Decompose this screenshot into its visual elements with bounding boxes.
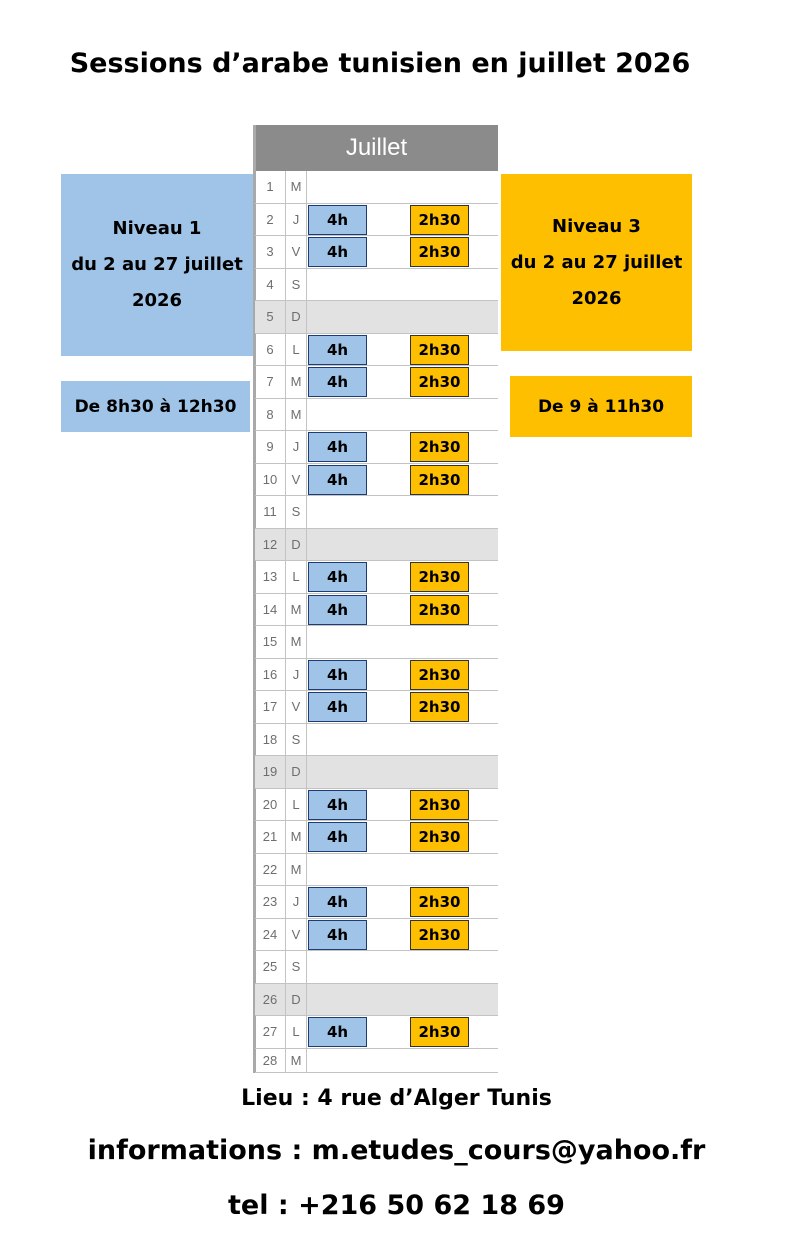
day-letter: M	[285, 821, 307, 853]
level1-session-2: 4h	[308, 205, 367, 235]
day-letter: D	[285, 301, 307, 333]
day-number: 18	[262, 731, 278, 747]
day-letter: J	[285, 659, 307, 691]
day-number: 16	[262, 666, 278, 682]
level1-session-3: 4h	[308, 237, 367, 267]
day-letter: S	[285, 496, 307, 528]
day-letter: S	[285, 269, 307, 301]
level1-session-27: 4h	[308, 1017, 367, 1047]
day-number: 22	[262, 861, 278, 877]
level3-session-9: 2h30	[410, 432, 469, 462]
day-letter: V	[285, 691, 307, 723]
day-letter: D	[285, 756, 307, 788]
day-letter: M	[285, 399, 307, 431]
level3-dates: du 2 au 27 juillet	[510, 251, 683, 273]
level1-session-20: 4h	[308, 790, 367, 820]
level1-session-16: 4h	[308, 660, 367, 690]
day-letter: J	[285, 886, 307, 918]
day-letter: M	[285, 854, 307, 886]
day-number: 3	[266, 244, 274, 259]
level3-name: Niveau 3	[552, 215, 641, 237]
footer-tel: tel : +216 50 62 18 69	[228, 1190, 565, 1221]
level1-session-23: 4h	[308, 887, 367, 917]
day-letter: V	[285, 464, 307, 496]
day-number: 15	[262, 634, 278, 649]
day-letter: L	[285, 1016, 307, 1048]
level3-session-3: 2h30	[410, 237, 469, 267]
calendar-row-1	[255, 171, 498, 204]
day-number: 25	[262, 959, 278, 974]
level1-name: Niveau 1	[112, 218, 202, 239]
level3-session-17: 2h30	[410, 692, 469, 722]
day-number: 27	[262, 1024, 278, 1039]
level3-session-7: 2h30	[410, 367, 469, 397]
level3-session-10: 2h30	[410, 465, 469, 495]
level3-hours: De 9 à 11h30	[510, 376, 692, 437]
day-letter: D	[285, 529, 307, 561]
level1-dates: du 2 au 27 juillet	[71, 254, 243, 275]
day-number: 28	[262, 1052, 278, 1068]
day-number: 5	[266, 309, 274, 324]
calendar-row-4	[255, 269, 498, 302]
level3-session-16: 2h30	[410, 660, 469, 690]
day-letter: J	[285, 204, 307, 236]
day-letter: M	[285, 626, 307, 658]
day-number: 6	[266, 341, 274, 357]
footer-info: informations : m.etudes_cours@yahoo.fr	[87, 1135, 706, 1166]
day-number: 26	[262, 991, 278, 1007]
level3-session-13: 2h30	[410, 562, 469, 592]
level3-session-14: 2h30	[410, 595, 469, 625]
level1-session-17: 4h	[308, 692, 367, 722]
day-letter: S	[285, 951, 307, 983]
calendar-row-15	[255, 626, 498, 659]
calendar-row-19	[255, 756, 498, 789]
day-letter: S	[285, 724, 307, 756]
level3-session-20: 2h30	[410, 790, 469, 820]
level3-box	[501, 174, 692, 351]
calendar-month: Juillet	[255, 125, 498, 171]
day-number: 11	[263, 504, 277, 519]
level1-session-10: 4h	[308, 465, 367, 495]
day-number: 14	[262, 601, 278, 617]
day-number: 10	[262, 471, 278, 487]
calendar-row-22	[255, 854, 498, 887]
day-letter: L	[285, 789, 307, 821]
level1-session-7: 4h	[308, 367, 367, 397]
level3-session-27: 2h30	[410, 1017, 469, 1047]
day-number: 2	[266, 211, 274, 227]
day-letter: M	[285, 366, 307, 398]
day-number: 1	[266, 179, 274, 194]
calendar-row-5	[255, 301, 498, 334]
calendar-row-18	[255, 724, 498, 757]
level1-session-14: 4h	[308, 595, 367, 625]
day-letter: M	[285, 171, 307, 203]
page-title: Sessions d’arabe tunisien en juillet 2026	[69, 48, 691, 79]
calendar-row-26	[255, 984, 498, 1017]
day-number: 9	[266, 439, 274, 454]
day-letter: M	[285, 1049, 307, 1073]
day-letter: L	[285, 334, 307, 366]
level3-session-23: 2h30	[410, 887, 469, 917]
day-number: 20	[262, 796, 278, 812]
calendar-row-25	[255, 951, 498, 984]
day-letter: D	[285, 984, 307, 1016]
calendar-row-12	[255, 529, 498, 562]
calendar-row-11	[255, 496, 498, 529]
level3-session-21: 2h30	[410, 822, 469, 852]
level3-session-24: 2h30	[410, 920, 469, 950]
day-letter: V	[285, 919, 307, 951]
day-number: 12	[262, 536, 278, 552]
level1-box	[61, 174, 253, 356]
day-number: 7	[266, 374, 274, 389]
day-number: 21	[262, 829, 278, 844]
level3-session-6: 2h30	[410, 335, 469, 365]
level1-session-13: 4h	[308, 562, 367, 592]
level3-session-2: 2h30	[410, 205, 469, 235]
calendar-row-8	[255, 399, 498, 432]
day-number: 24	[262, 926, 278, 942]
level1-session-6: 4h	[308, 335, 367, 365]
day-letter: L	[285, 561, 307, 593]
level1-hours: De 8h30 à 12h30	[61, 381, 250, 432]
level1-session-9: 4h	[308, 432, 367, 462]
day-letter: J	[285, 431, 307, 463]
day-number: 19	[262, 764, 278, 779]
day-number: 13	[262, 569, 278, 584]
footer-lieu: Lieu : 4 rue d’Alger Tunis	[241, 1086, 552, 1111]
day-number: 4	[266, 276, 274, 292]
day-number: 17	[262, 699, 278, 714]
level1-session-21: 4h	[308, 822, 367, 852]
day-letter: M	[285, 594, 307, 626]
day-number: 8	[266, 406, 274, 422]
calendar-row-28	[255, 1049, 498, 1074]
level1-session-24: 4h	[308, 920, 367, 950]
day-number: 23	[262, 894, 278, 909]
day-letter: V	[285, 236, 307, 268]
level1-year: 2026	[131, 290, 183, 311]
level3-year: 2026	[571, 287, 622, 309]
